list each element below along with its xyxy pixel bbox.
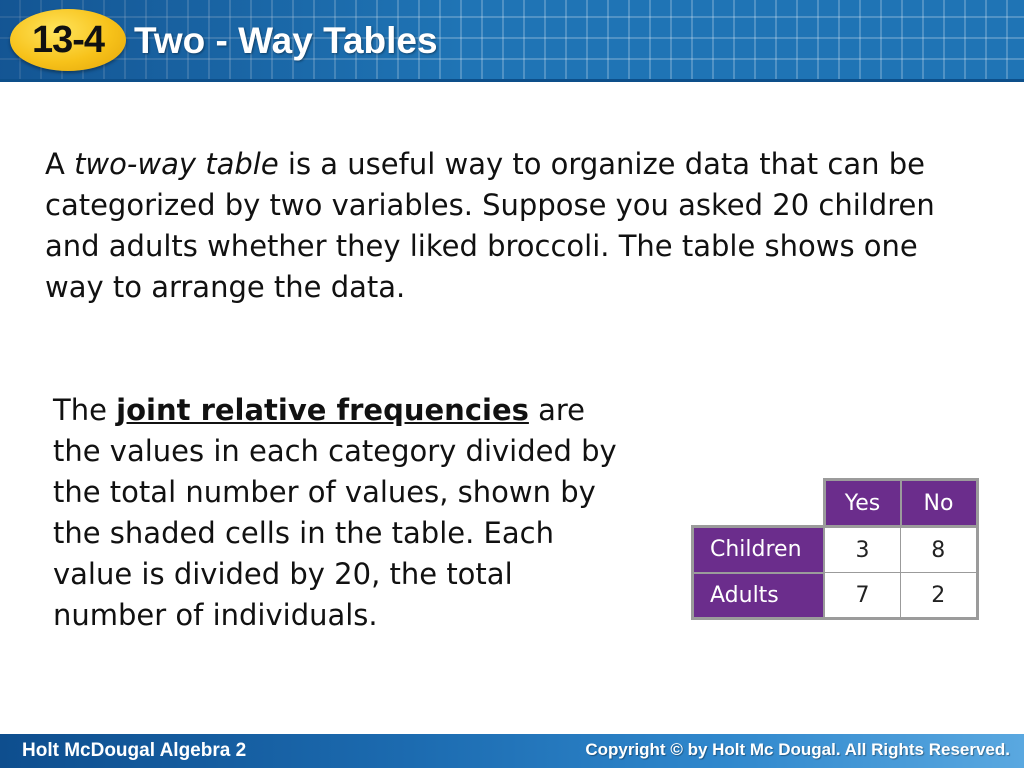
copyright-notice: Copyright © by Holt Mc Dougal. All Rights Reserved.	[585, 740, 1010, 759]
lesson-number-badge: 13-4	[10, 9, 126, 71]
cell-adults-no: 2	[901, 573, 978, 619]
definition-text: are the values in each category divided by the total number of values, shown by the shaded cells in the table. Each value is divided by 20, the total number of individuals.	[53, 393, 617, 632]
intro-paragraph	[45, 144, 945, 308]
row-header-adults: Adults	[693, 573, 825, 619]
definition-paragraph	[53, 390, 633, 636]
page-title: Two - Way Tables	[134, 20, 438, 61]
intro-term: two-way table	[74, 147, 279, 181]
table-row-children	[693, 527, 978, 573]
publisher-label: Holt McDougal Algebra 2	[22, 740, 247, 761]
intro-text: is a useful way to organize data that can be categorized by two variables. Suppose you asked 20 children and adults whether they liked broccoli. The table shows one way to arrange the data.	[45, 147, 935, 304]
column-header-no: No	[901, 480, 978, 527]
row-header-children: Children	[693, 527, 825, 573]
footer-bar	[0, 734, 1024, 768]
table-row-adults	[693, 573, 978, 619]
two-way-table	[691, 478, 979, 620]
table-header-row	[693, 480, 978, 527]
broccoli-table	[691, 478, 979, 620]
table-corner	[693, 480, 825, 527]
cell-children-no: 8	[901, 527, 978, 573]
cell-adults-yes: 7	[824, 573, 901, 619]
header-banner	[0, 0, 1024, 82]
cell-children-yes: 3	[824, 527, 901, 573]
column-header-yes: Yes	[824, 480, 901, 527]
definition-term: joint relative frequencies	[116, 393, 529, 427]
intro-prefix: A	[45, 147, 75, 181]
definition-prefix: The	[53, 393, 117, 427]
